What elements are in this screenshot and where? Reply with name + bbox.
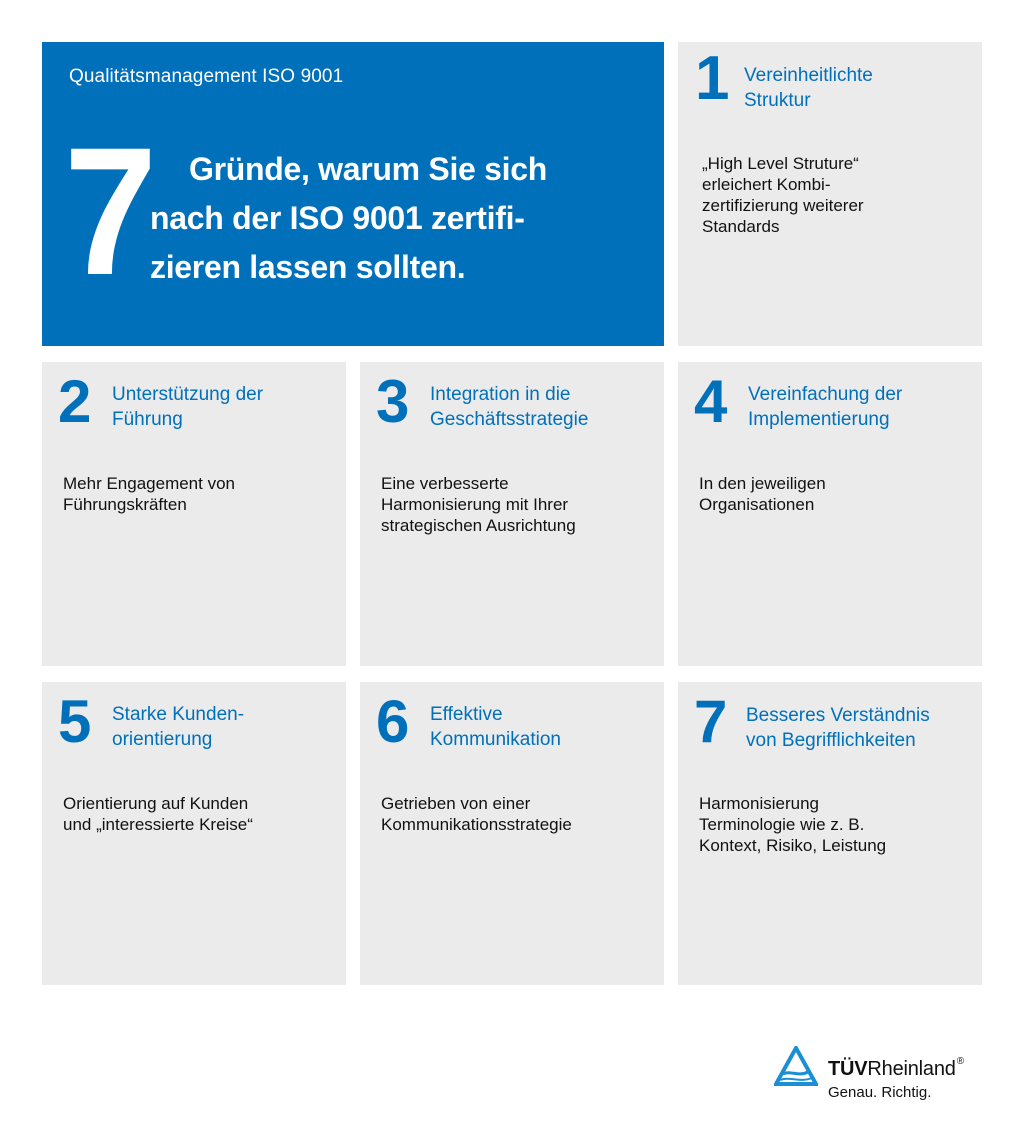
reason-card-6 xyxy=(360,682,664,985)
reason-title xyxy=(112,382,340,432)
reason-title-line: Geschäftsstrategie xyxy=(430,409,589,430)
logo-brand-regular: Rheinland xyxy=(867,1058,956,1080)
reason-description xyxy=(702,153,972,237)
reason-number: 4 xyxy=(694,368,727,435)
infographic-grid xyxy=(42,42,982,985)
reason-title-line: orientierung xyxy=(112,729,213,750)
reason-title xyxy=(430,382,658,432)
reason-description xyxy=(63,473,333,515)
reason-description xyxy=(699,793,969,856)
hero-panel xyxy=(42,42,664,346)
hero-headline xyxy=(150,145,547,292)
hero-headline-line: Gründe, warum Sie sich xyxy=(189,151,547,187)
logo-wordmark xyxy=(828,1058,964,1081)
reason-card-4 xyxy=(678,362,982,666)
reason-number: 2 xyxy=(58,368,91,435)
reason-title-line: von Begrifflichkeiten xyxy=(746,730,916,751)
reason-number: 6 xyxy=(376,688,409,755)
reason-number: 1 xyxy=(695,44,729,113)
hero-big-number: 7 xyxy=(64,109,154,313)
reason-desc-line: Orientierung auf Kunden xyxy=(63,794,249,813)
reason-desc-line: „High Level Struture“ xyxy=(702,154,859,173)
reason-title-line: Vereinheitlichte xyxy=(744,65,873,86)
reason-desc-line: Terminologie wie z. B. xyxy=(699,815,865,834)
reason-desc-line: Kommunikationsstrategie xyxy=(381,815,572,834)
reason-title-line: Unterstützung der xyxy=(112,384,264,405)
reason-title xyxy=(748,382,976,432)
reason-desc-line: Führungskräften xyxy=(63,495,187,514)
reason-desc-line: zertifizierung weiterer xyxy=(702,196,864,215)
logo-brand-bold: TÜV xyxy=(828,1058,868,1080)
reason-description xyxy=(699,473,969,515)
reason-description xyxy=(63,793,333,835)
reason-desc-line: Standards xyxy=(702,217,780,236)
reason-desc-line: Harmonisierung xyxy=(699,794,819,813)
hero-kicker: Qualitätsmanagement ISO 9001 xyxy=(69,66,344,87)
reason-desc-line: erleichert Kombi- xyxy=(702,175,831,194)
reason-card-3 xyxy=(360,362,664,666)
tuv-rheinland-logo xyxy=(774,1046,1004,1106)
reason-title-line: Struktur xyxy=(744,90,811,111)
reason-title-line: Führung xyxy=(112,409,183,430)
reason-desc-line: Mehr Engagement von xyxy=(63,474,235,493)
reason-title-line: Effektive xyxy=(430,704,503,725)
reason-title-line: Starke Kunden- xyxy=(112,704,245,725)
reason-card-7 xyxy=(678,682,982,985)
reason-desc-line: und „interessierte Kreise“ xyxy=(63,815,253,834)
reason-title-line: Besseres Verständnis xyxy=(746,705,930,726)
reason-title-line: Kommunikation xyxy=(430,729,561,750)
reason-description xyxy=(381,473,651,536)
registered-mark: ® xyxy=(956,1056,964,1067)
reason-title-line: Vereinfachung der xyxy=(748,384,903,405)
reason-title-line: Integration in die xyxy=(430,384,571,405)
reason-description xyxy=(381,793,651,835)
reason-desc-line: strategischen Ausrichtung xyxy=(381,516,576,535)
reason-title xyxy=(430,702,658,752)
reason-desc-line: Getrieben von einer xyxy=(381,794,531,813)
reason-title-line: Implementierung xyxy=(748,409,890,430)
reason-desc-line: Kontext, Risiko, Leistung xyxy=(699,836,887,855)
reason-card-5 xyxy=(42,682,346,985)
tuv-triangle-icon xyxy=(774,1046,818,1088)
reason-desc-line: Organisationen xyxy=(699,495,815,514)
reason-number: 5 xyxy=(58,688,91,755)
reason-desc-line: Harmonisierung mit Ihrer xyxy=(381,495,569,514)
reason-title xyxy=(744,63,972,113)
reason-number: 3 xyxy=(376,368,409,435)
hero-headline-line: nach der ISO 9001 zertifi- xyxy=(150,200,525,236)
hero-headline-line: zieren lassen sollten. xyxy=(150,249,466,285)
reason-title xyxy=(746,703,974,753)
reason-number: 7 xyxy=(694,688,727,755)
reason-title xyxy=(112,702,340,752)
logo-tagline: Genau. Richtig. xyxy=(828,1084,932,1101)
reason-card-2 xyxy=(42,362,346,666)
reason-card-1 xyxy=(678,42,982,346)
reason-desc-line: In den jeweiligen xyxy=(699,474,826,493)
reason-desc-line: Eine verbesserte xyxy=(381,474,509,493)
